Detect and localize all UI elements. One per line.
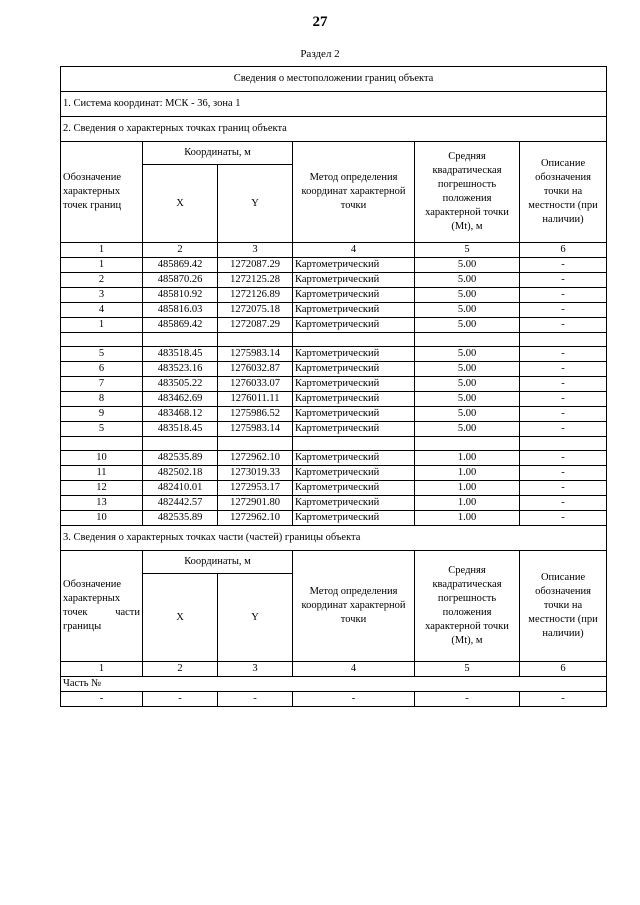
description-cell: - xyxy=(520,362,607,377)
part-row-cell: - xyxy=(61,692,143,707)
description-cell: - xyxy=(520,466,607,481)
header3-method: Метод определения координат характерной точки xyxy=(293,551,415,662)
spacer-cell xyxy=(415,437,520,451)
x-cell: 482535.89 xyxy=(143,451,218,466)
spacer-cell xyxy=(415,333,520,347)
y-cell: 1272126.89 xyxy=(218,288,293,303)
error-cell: 5.00 xyxy=(415,407,520,422)
method-cell: Картометрический xyxy=(293,362,415,377)
table-row xyxy=(61,466,607,481)
method-cell: Картометрический xyxy=(293,511,415,526)
error-cell: 5.00 xyxy=(415,347,520,362)
column-number: 3 xyxy=(218,662,293,677)
error-cell: 5.00 xyxy=(415,303,520,318)
column-number: 6 xyxy=(520,662,607,677)
description-cell: - xyxy=(520,422,607,437)
method-cell: Картометрический xyxy=(293,288,415,303)
point-number-cell: 13 xyxy=(61,496,143,511)
header3-coordinates: Координаты, м xyxy=(143,551,293,574)
point-number-cell: 6 xyxy=(61,362,143,377)
column-number: 2 xyxy=(143,243,218,258)
method-cell: Картометрический xyxy=(293,451,415,466)
point-number-cell: 4 xyxy=(61,303,143,318)
description-cell: - xyxy=(520,481,607,496)
method-cell: Картометрический xyxy=(293,377,415,392)
column-number: 5 xyxy=(415,662,520,677)
description-cell: - xyxy=(520,303,607,318)
y-cell: 1276033.07 xyxy=(218,377,293,392)
table-row xyxy=(61,422,607,437)
table-row xyxy=(61,318,607,333)
description-cell: - xyxy=(520,511,607,526)
x-cell: 483462.69 xyxy=(143,392,218,407)
x-cell: 485869.42 xyxy=(143,258,218,273)
x-cell: 483523.16 xyxy=(143,362,218,377)
page-number: 27 xyxy=(312,14,328,30)
description-cell: - xyxy=(520,318,607,333)
description-cell: - xyxy=(520,347,607,362)
point-number-cell: 9 xyxy=(61,407,143,422)
method-cell: Картометрический xyxy=(293,258,415,273)
point-number-cell: 12 xyxy=(61,481,143,496)
spacer-cell xyxy=(218,333,293,347)
table-row xyxy=(61,511,607,526)
error-cell: 5.00 xyxy=(415,377,520,392)
x-cell: 485816.03 xyxy=(143,303,218,318)
coordinate-system: 1. Система координат: МСК - 36, зона 1 xyxy=(61,92,607,117)
part-row-cell: - xyxy=(143,692,218,707)
table-row xyxy=(61,407,607,422)
table-row xyxy=(61,481,607,496)
column-numbers-row xyxy=(61,662,607,677)
header3-description: Описание обозначения точки на местности (при наличии) xyxy=(520,551,607,662)
column-number: 6 xyxy=(520,243,607,258)
error-cell: 1.00 xyxy=(415,451,520,466)
header-error: Средняя квадратическая погрешность положения характерной точки (Mt), м xyxy=(415,142,520,243)
spacer-cell xyxy=(143,333,218,347)
error-cell: 5.00 xyxy=(415,362,520,377)
column-number: 1 xyxy=(61,662,143,677)
description-cell: - xyxy=(520,496,607,511)
error-cell: 5.00 xyxy=(415,422,520,437)
x-cell: 483518.45 xyxy=(143,422,218,437)
description-cell: - xyxy=(520,258,607,273)
method-cell: Картометрический xyxy=(293,496,415,511)
method-cell: Картометрический xyxy=(293,303,415,318)
x-cell: 485810.92 xyxy=(143,288,218,303)
description-cell: - xyxy=(520,451,607,466)
y-cell: 1272953.17 xyxy=(218,481,293,496)
x-cell: 483468.12 xyxy=(143,407,218,422)
error-cell: 5.00 xyxy=(415,392,520,407)
method-cell: Картометрический xyxy=(293,407,415,422)
column-number: 2 xyxy=(143,662,218,677)
method-cell: Картометрический xyxy=(293,318,415,333)
section3-title: 3. Сведения о характерных точках части (частей) границы объекта xyxy=(61,526,607,551)
y-cell: 1272125.28 xyxy=(218,273,293,288)
error-cell: 5.00 xyxy=(415,258,520,273)
method-cell: Картометрический xyxy=(293,481,415,496)
spacer-cell xyxy=(293,437,415,451)
point-number-cell: 1 xyxy=(61,258,143,273)
table-row xyxy=(61,451,607,466)
x-cell: 482410.01 xyxy=(143,481,218,496)
table-row xyxy=(61,692,607,707)
column-number: 4 xyxy=(293,243,415,258)
error-cell: 5.00 xyxy=(415,288,520,303)
method-cell: Картометрический xyxy=(293,422,415,437)
column-numbers-row xyxy=(61,243,607,258)
point-number-cell: 5 xyxy=(61,347,143,362)
point-number-cell: 3 xyxy=(61,288,143,303)
y-cell: 1276032.87 xyxy=(218,362,293,377)
table-row xyxy=(61,392,607,407)
method-cell: Картометрический xyxy=(293,347,415,362)
point-number-cell: 1 xyxy=(61,318,143,333)
error-cell: 1.00 xyxy=(415,496,520,511)
table-row xyxy=(61,288,607,303)
y-cell: 1275986.52 xyxy=(218,407,293,422)
description-cell: - xyxy=(520,407,607,422)
header-method: Метод определения координат характерной точки xyxy=(293,142,415,243)
x-cell: 483518.45 xyxy=(143,347,218,362)
description-cell: - xyxy=(520,288,607,303)
table-row xyxy=(61,377,607,392)
spacer-row xyxy=(61,437,607,451)
boundary-table xyxy=(60,66,607,707)
header-coordinates: Координаты, м xyxy=(143,142,293,165)
part-row-cell: - xyxy=(415,692,520,707)
spacer-cell xyxy=(61,333,143,347)
header3-y: Y xyxy=(218,574,293,662)
error-cell: 5.00 xyxy=(415,273,520,288)
error-cell: 1.00 xyxy=(415,511,520,526)
spacer-cell xyxy=(61,437,143,451)
spacer-cell xyxy=(218,437,293,451)
part-row-cell: - xyxy=(520,692,607,707)
y-cell: 1272075.18 xyxy=(218,303,293,318)
y-cell: 1276011.11 xyxy=(218,392,293,407)
header-point-designation: Обозначение характерных точек границ xyxy=(61,142,143,243)
table-row xyxy=(61,258,607,273)
y-cell: 1272962.10 xyxy=(218,451,293,466)
method-cell: Картометрический xyxy=(293,273,415,288)
table-row xyxy=(61,273,607,288)
table-row xyxy=(61,347,607,362)
method-cell: Картометрический xyxy=(293,466,415,481)
y-cell: 1272087.29 xyxy=(218,258,293,273)
point-number-cell: 7 xyxy=(61,377,143,392)
y-cell: 1275983.14 xyxy=(218,422,293,437)
x-cell: 482535.89 xyxy=(143,511,218,526)
point-number-cell: 8 xyxy=(61,392,143,407)
error-cell: 5.00 xyxy=(415,318,520,333)
column-number: 1 xyxy=(61,243,143,258)
description-cell: - xyxy=(520,377,607,392)
header-x: X xyxy=(143,165,218,243)
method-cell: Картометрический xyxy=(293,392,415,407)
x-cell: 485869.42 xyxy=(143,318,218,333)
part-label: Часть № xyxy=(61,677,607,692)
y-cell: 1275983.14 xyxy=(218,347,293,362)
point-number-cell: 10 xyxy=(61,511,143,526)
section2-title: 2. Сведения о характерных точках границ объекта xyxy=(61,117,607,142)
y-cell: 1272901.80 xyxy=(218,496,293,511)
x-cell: 482502.18 xyxy=(143,466,218,481)
table-row xyxy=(61,303,607,318)
spacer-cell xyxy=(520,437,607,451)
x-cell: 483505.22 xyxy=(143,377,218,392)
table-title: Сведения о местоположении границ объекта xyxy=(61,67,607,92)
error-cell: 1.00 xyxy=(415,481,520,496)
point-number-cell: 5 xyxy=(61,422,143,437)
y-cell: 1272962.10 xyxy=(218,511,293,526)
spacer-cell xyxy=(520,333,607,347)
point-number-cell: 2 xyxy=(61,273,143,288)
table-row xyxy=(61,496,607,511)
column-number: 4 xyxy=(293,662,415,677)
section-label: Раздел 2 xyxy=(300,48,340,60)
description-cell: - xyxy=(520,273,607,288)
header-description: Описание обозначения точки на местности (при наличии) xyxy=(520,142,607,243)
header3-x: X xyxy=(143,574,218,662)
y-cell: 1272087.29 xyxy=(218,318,293,333)
point-number-cell: 10 xyxy=(61,451,143,466)
x-cell: 482442.57 xyxy=(143,496,218,511)
header3-point-designation: Обозначение характерных точек части границы xyxy=(61,551,143,662)
description-cell: - xyxy=(520,392,607,407)
spacer-cell xyxy=(293,333,415,347)
table-row xyxy=(61,362,607,377)
part-row-cell: - xyxy=(293,692,415,707)
header-y: Y xyxy=(218,165,293,243)
part-row-cell: - xyxy=(218,692,293,707)
y-cell: 1273019.33 xyxy=(218,466,293,481)
spacer-cell xyxy=(143,437,218,451)
column-number: 5 xyxy=(415,243,520,258)
point-number-cell: 11 xyxy=(61,466,143,481)
header3-error: Средняя квадратическая погрешность положения характерной точки (Mt), м xyxy=(415,551,520,662)
error-cell: 1.00 xyxy=(415,466,520,481)
spacer-row xyxy=(61,333,607,347)
x-cell: 485870.26 xyxy=(143,273,218,288)
column-number: 3 xyxy=(218,243,293,258)
